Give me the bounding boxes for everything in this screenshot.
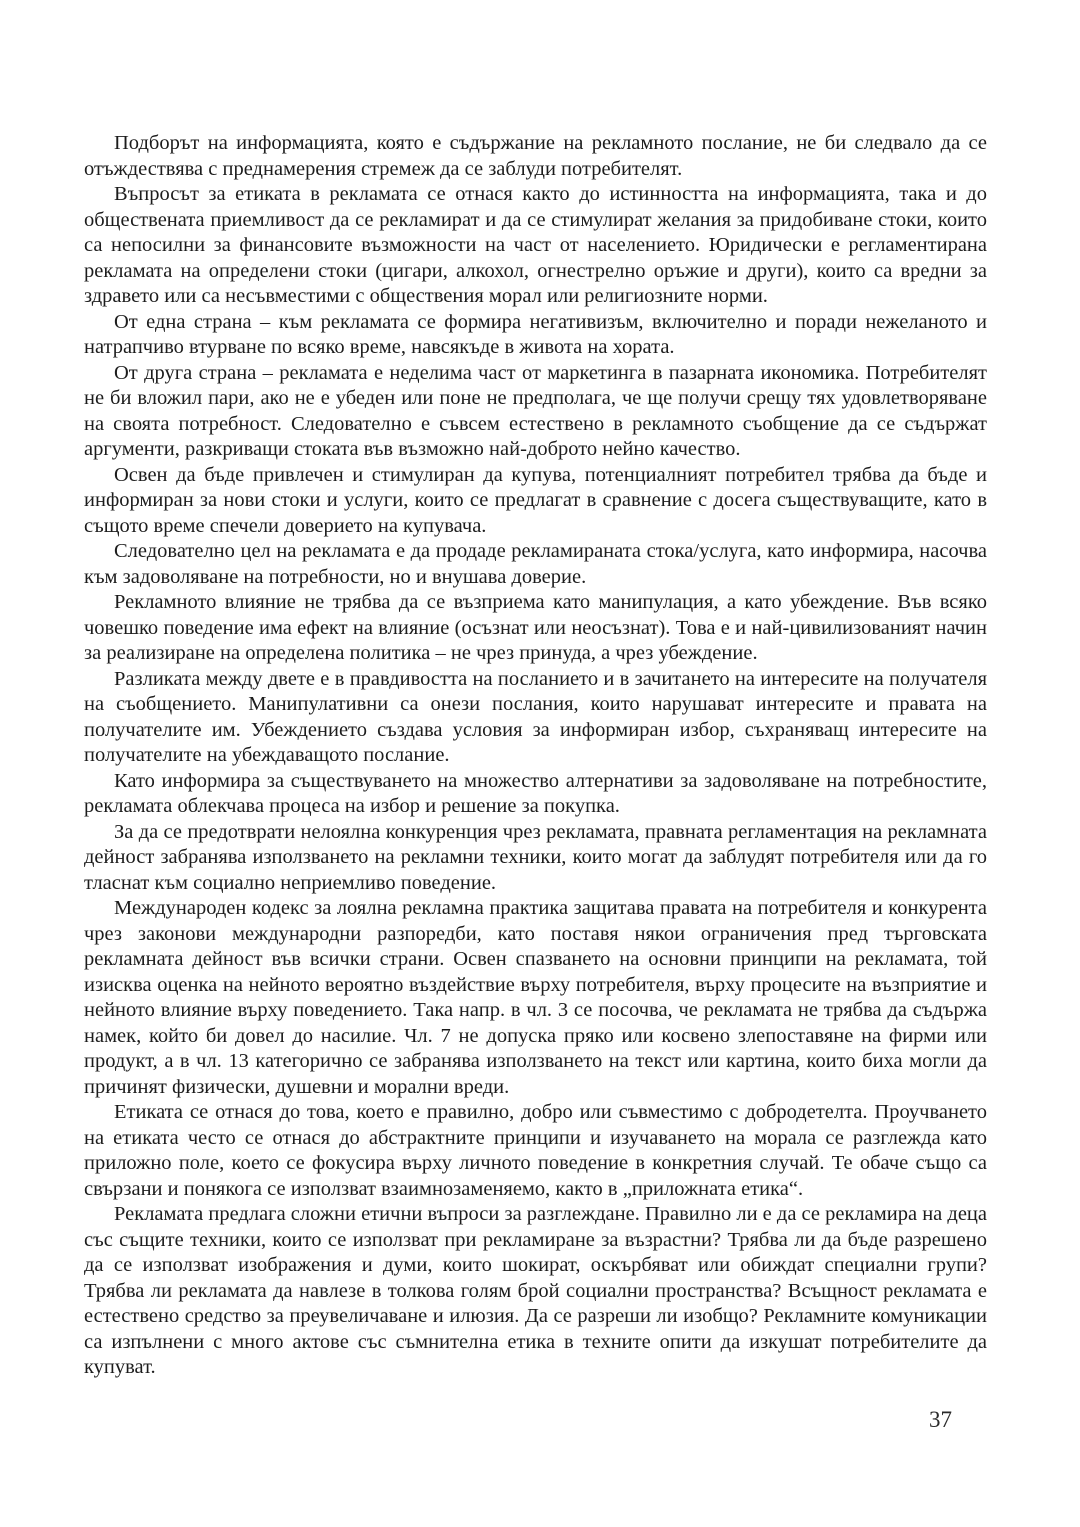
paragraph: Международен кодекс за лоялна рекламна практика защитава правата на потребителя и конкурента чрез законови международни разпоредби, като поставя някои ограничения пред търговската рекламната дейност във всички страни. Освен спазването на основни принципи на рекламата, той изисква оценка на нейното вероятно въздействие върху потребителя, върху процесите на възприятие и нейното влияние върху поведението. Така напр. в чл. 3 се посочва, че рекламата не трябва да съдържа намек, който би довел до насилие. Чл. 7 не допуска пряко или косвено злепоставяне на фирми или продукт, а в чл. 13 категорично се забранява използването на текст или картина, които биха могли да причинят физически, душевни и морални вреди. (84, 897, 987, 1098)
paragraph: От друга страна – рекламата е неделима част от маркетинга в пазарната икономика. Потребителят не би вложил пари, ако не е убеден или поне не предполага, че ще получи срещу тях удовлетворяване на своята потребност. Следователно е съвсем естествено в рекламното съобщение да се съдържат аргументи, разкриващи стоката във възможно най-доброто нейно качество. (84, 361, 987, 460)
page-number: 37 (929, 1407, 952, 1432)
paragraph: Следователно цел на рекламата е да продаде рекламираната стока/услуга, като информира, насочва към задоволяване на потребности, но и внушава доверие. (84, 540, 987, 588)
paragraph: Разликата между двете е в правдивостта на посланието и в зачитането на интересите на получателя на съобщението. Манипулативни са онези послания, които нарушават интересите и правата на получателите им. Убеждението създава условия за информиран избор, съхраняващ интересите на получателите на убеждаващото послание. (84, 667, 987, 766)
paragraph: Подборът на информацията, която е съдържание на рекламното послание, не би следвало да се отъждествява с преднамерения стремеж да се заблуди потребителят. (84, 132, 987, 180)
paragraph: Освен да бъде привлечен и стимулиран да купува, потенциалният потребител трябва да бъде и информиран за нови стоки и услуги, които се предлагат в сравнение с досега съществуващите, като в същото време спечели доверието на купувача. (84, 463, 987, 537)
paragraph: Рекламното влияние не трябва да се възприема като манипулация, а като убеждение. Във всяко човешко поведение има ефект на влияние (осъзнат или неосъзнат). Това е и най-цивилизованият начин за реализиране на определена политика – не чрез принуда, а чрез убеждение. (84, 591, 987, 664)
paragraph: Въпросът за етиката в рекламата се отнася както до истинността на информацията, така и до обществената приемливост да се рекламират и да се стимулират желания за придобиване стоки, които са непосилни за финансовите възможности на част от населението. Юридически е регламентирана рекламата на определени стоки (цигари, алкохол, огнестрелно оръжие и други), които са вредни за здравето или са несъвместими с обществения морал или религиозните норми. (84, 183, 987, 307)
paragraph: За да се предотврати нелоялна конкуренция чрез рекламата, правната регламентация на рекламната дейност забранява използването на рекламни техники, които могат да заблудят потребителя или да го тласнат към социално неприемливо поведение. (84, 820, 987, 894)
body-text (84, 131, 987, 1381)
paragraph: Като информира за съществуването на множество алтернативи за задоволяване на потребностите, рекламата облекчава процеса на избор и решение за покупка. (84, 769, 987, 817)
paragraph: Рекламата предлага сложни етични въпроси за разглеждане. Правилно ли е да се рекламира на деца със същите техники, които се използват при рекламиране за възрастни? Трябва ли да бъде разрешено да се използват изображения и думи, които шокират, оскърбяват или обиждат специални групи? Трябва ли рекламата да навлезе в толкова голям брой социални пространства? Всъщност рекламата е естествено средство за преувеличаване и илюзия. Да се разреши ли изобщо? Рекламните комуникации са изпълнени с много актове със съмнителна етика в техните опити да изкушат потребителите да купуват. (84, 1203, 987, 1378)
paragraph: От една страна – към рекламата се формира негативизъм, включително и поради нежеланото и натрапчиво втурване по всяко време, навсякъде в живота на хората. (84, 310, 987, 358)
paragraph: Етиката се отнася до това, което е правилно, добро или съвместимо с добродетелта. Проучването на етиката често се отнася до абстрактните принципи и изучаването на морала се разглежда като приложно поле, което се фокусира върху личното поведение в конкретния случай. Те обаче също са свързани и понякога се използват взаимнозаменяемо, както в „приложната етика“. (84, 1101, 987, 1200)
